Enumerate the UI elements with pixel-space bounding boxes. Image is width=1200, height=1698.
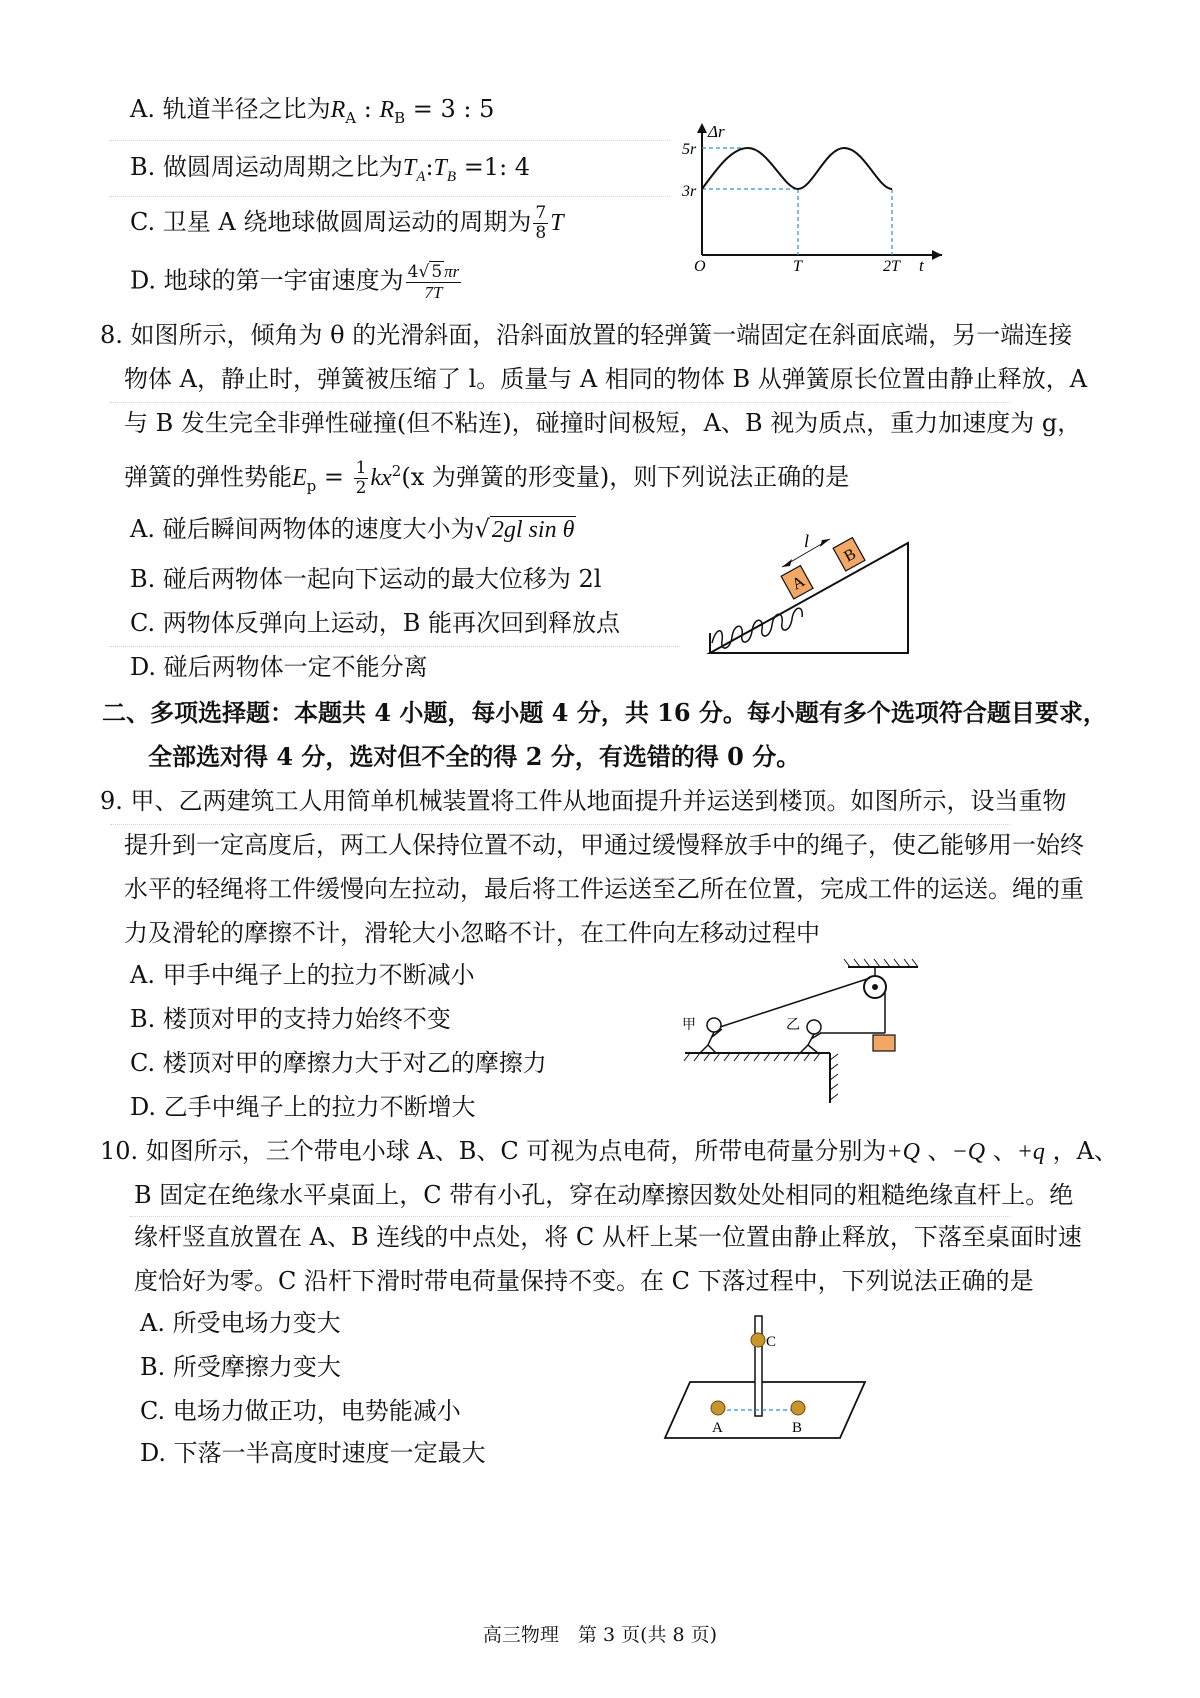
q9-stem-line2: 提升到一定高度后，两工人保持位置不动，甲通过缓慢释放手中的绳子，使乙能够用一始终 — [124, 831, 1084, 859]
divider — [110, 646, 680, 647]
charge-small-q: +q — [1016, 1139, 1045, 1165]
square-exponent: 2 — [391, 462, 402, 480]
sqrt-radicand: 5 — [431, 262, 443, 282]
fraction-numerator: 4√ 5 πr — [407, 262, 460, 282]
q8-option-c: C. 两物体反弹向上运动，B 能再次回到释放点 — [130, 609, 621, 637]
q7-option-c-text: C. 卫星 A 绕地球做圆周运动的周期为 — [130, 208, 532, 236]
divider — [110, 824, 1010, 825]
label-jia: 甲 — [682, 1018, 696, 1033]
divider — [130, 1216, 1010, 1217]
q8-stem-line4-tail: (x 为弹簧的形变量)，则下列说法正确的是 — [401, 463, 850, 491]
q7-option-d-fraction — [406, 262, 462, 302]
q9-option-a: A. 甲手中绳子上的拉力不断减小 — [130, 961, 475, 989]
q7-option-c-var: T — [550, 210, 564, 236]
q7-option-c-fraction — [533, 204, 548, 243]
charge-minus-q: −Q — [951, 1139, 986, 1165]
equals: = — [316, 463, 352, 491]
fraction-denominator: 2 — [355, 478, 367, 498]
q7-option-d-text: D. 地球的第一宇宙速度为 — [130, 266, 404, 295]
ceiling-hatch — [844, 959, 918, 967]
ep-symbol: E — [292, 465, 307, 491]
worker-jia-icon — [700, 1018, 722, 1053]
origin-label: O — [694, 258, 706, 275]
q10-option-b: B. 所受摩擦力变大 — [140, 1353, 341, 1381]
coefficient: 4 — [407, 262, 419, 282]
q10-option-a: A. 所受电场力变大 — [140, 1309, 341, 1337]
tick-5r: 5r — [682, 141, 697, 158]
q8-option-b: B. 碰后两物体一起向下运动的最大位移为 2l — [130, 565, 602, 593]
q8-stem-line4-text: 弹簧的弹性势能 — [124, 463, 292, 491]
q9-option-c: C. 楼顶对甲的摩擦力大于对乙的摩擦力 — [130, 1049, 547, 1077]
q7-option-a-var1: R — [330, 97, 346, 123]
q8-stem-line4 — [124, 454, 849, 503]
q7-option-a-value: = 3 : 5 — [405, 95, 495, 123]
worker-yi-icon — [800, 1020, 821, 1053]
q7-option-d — [130, 262, 463, 302]
fraction-numerator: 1 — [355, 458, 367, 478]
q7-wave-graph — [680, 115, 960, 295]
label-yi: 乙 — [786, 1018, 800, 1033]
separator: 、 — [985, 1137, 1017, 1165]
divider — [110, 196, 670, 197]
length-label: l — [804, 531, 810, 551]
q8-incline-figure — [700, 515, 920, 660]
q10-charges-figure — [660, 1310, 880, 1450]
block-b-label: B — [841, 545, 859, 566]
q7-option-b-sub2: B — [446, 168, 457, 185]
q7-option-a-colon: : — [356, 95, 380, 123]
workpiece — [873, 1035, 895, 1051]
q10-option-c: C. 电场力做正功，电势能减小 — [140, 1397, 461, 1425]
dr-axis-label: Δr — [708, 122, 725, 141]
spring-icon — [712, 608, 802, 648]
wave-curve — [702, 148, 892, 189]
block-a-label: A — [789, 572, 808, 594]
pulley-axle — [872, 984, 878, 990]
fraction-denominator: 8 — [535, 223, 547, 243]
tick-2T: 2T — [883, 258, 900, 275]
q7-option-a-sub2: B — [394, 108, 406, 127]
label-b: B — [792, 1420, 803, 1436]
sqrt-radicand: 2gl sin θ — [491, 517, 575, 543]
q8-stem-line3: 与 B 发生完全非弹性碰撞(但不粘连)，碰撞时间极短，A、B 视为质点，重力加速度为 g， — [124, 409, 1082, 437]
charge-plus-q: +Q — [886, 1139, 920, 1165]
divider — [110, 140, 670, 141]
kx-term: kx — [370, 465, 392, 491]
q7-option-b-value: =1: 4 — [456, 153, 531, 181]
q8-stem-line2: 物体 A，静止时，弹簧被压缩了 l。质量与 A 相同的物体 B 从弹簧原长位置由静止释放，A — [124, 365, 1088, 393]
q9-option-b: B. 楼顶对甲的支持力始终不变 — [130, 1005, 451, 1033]
roof-hatch — [684, 1053, 820, 1061]
ep-subscript: p — [306, 476, 317, 495]
tick-3r: 3r — [682, 183, 697, 200]
q8-option-a: A. 碰后瞬间两物体的速度大小为√2gl sin θ — [130, 515, 575, 543]
q10-stem-line1-tail: ，A、 — [1044, 1137, 1118, 1165]
q9-stem-line3: 水平的轻绳将工件缓慢向左拉动，最后将工件运送至乙所在位置，完成工件的运送。绳的重 — [124, 875, 1084, 903]
q9-stem-line1: 9. 甲、乙两建筑工人用简单机械装置将工件从地面提升并运送到楼顶。如图所示，设当重物 — [100, 787, 1067, 815]
t-axis-label: t — [919, 256, 924, 275]
label-a: A — [712, 1420, 723, 1436]
fraction-denominator: 7T — [424, 283, 443, 302]
q7-option-b-sub1: A — [416, 168, 426, 185]
q10-stem-line4: 度恰好为零。C 沿杆下滑时带电荷量保持不变。在 C 下落过程中，下列说法正确的是 — [134, 1267, 1034, 1295]
ball-c — [751, 1333, 765, 1347]
ball-b — [791, 1401, 805, 1415]
page-footer: 高三物理 第 3 页(共 8 页) — [482, 1624, 718, 1646]
q10-stem-line3: 缘杆竖直放置在 A、B 连线的中点处，将 C 从杆上某一位置由静止释放，下落至桌面时速 — [134, 1223, 1082, 1251]
ball-a — [711, 1401, 725, 1415]
q7-option-a — [130, 92, 494, 135]
separator: 、 — [919, 1137, 952, 1165]
q8-option-d: D. 碰后两物体一定不能分离 — [130, 653, 428, 681]
fraction-numerator: 7 — [535, 203, 547, 223]
q10-stem-line1 — [100, 1134, 1118, 1169]
block-a — [781, 566, 813, 599]
q9-option-d: D. 乙手中绳子上的拉力不断增大 — [130, 1093, 476, 1121]
divider — [110, 402, 1010, 403]
q10-option-d: D. 下落一半高度时速度一定最大 — [140, 1439, 486, 1467]
q10-stem-line1-text: 10. 如图所示，三个带电小球 A、B、C 可视为点电荷，所带电荷量分别为 — [100, 1137, 887, 1165]
q9-stem-line4: 力及滑轮的摩擦不计，滑轮大小忽略不计，在工件向左移动过程中 — [124, 919, 820, 947]
insulating-rod — [755, 1316, 762, 1416]
incline — [710, 543, 908, 653]
q7-option-c — [130, 204, 564, 243]
block-b — [833, 538, 865, 571]
half-fraction — [354, 459, 369, 498]
tick-T: T — [793, 258, 802, 275]
t-axis-arrow — [932, 250, 942, 260]
q7-option-b-var1: T — [402, 155, 417, 181]
q7-option-b: B. 做圆周运动周期之比为$T_A:T_B =1$: 4 — [130, 153, 531, 185]
q7-option-a-var2: R — [379, 97, 395, 123]
q7-option-a-text: A. 轨道半径之比为 — [130, 95, 331, 123]
q9-pulley-figure — [680, 955, 970, 1105]
q8-stem-line1: 8. 如图所示，倾角为 θ 的光滑斜面，沿斜面放置的轻弹簧一端固定在斜面底端，另一端连接 — [100, 321, 1073, 349]
q7-option-a-sub1: A — [345, 108, 357, 127]
wall-hatch — [830, 1054, 838, 1100]
pi-r: πr — [444, 262, 460, 281]
dr-axis-arrow — [697, 123, 707, 133]
label-c: C — [766, 1334, 777, 1350]
section-heading-line2: 全部选对得 4 分，选对但不全的得 2 分，有选错的得 0 分。 — [148, 742, 801, 771]
section-heading-line1: 二、多项选择题：本题共 4 小题，每小题 4 分，共 16 分。每小题有多个选项符合题目要求， — [102, 698, 1107, 727]
q7-option-b-text: B. 做圆周运动周期之比为 — [130, 153, 403, 181]
q7-option-b-var2: T — [433, 155, 447, 181]
q10-stem-line2: B 固定在绝缘水平桌面上，C 带有小孔，穿在动摩擦因数处处相同的粗糙绝缘直杆上。绝 — [134, 1181, 1074, 1209]
q8-option-a-text: A. 碰后瞬间两物体的速度大小为 — [130, 515, 475, 543]
